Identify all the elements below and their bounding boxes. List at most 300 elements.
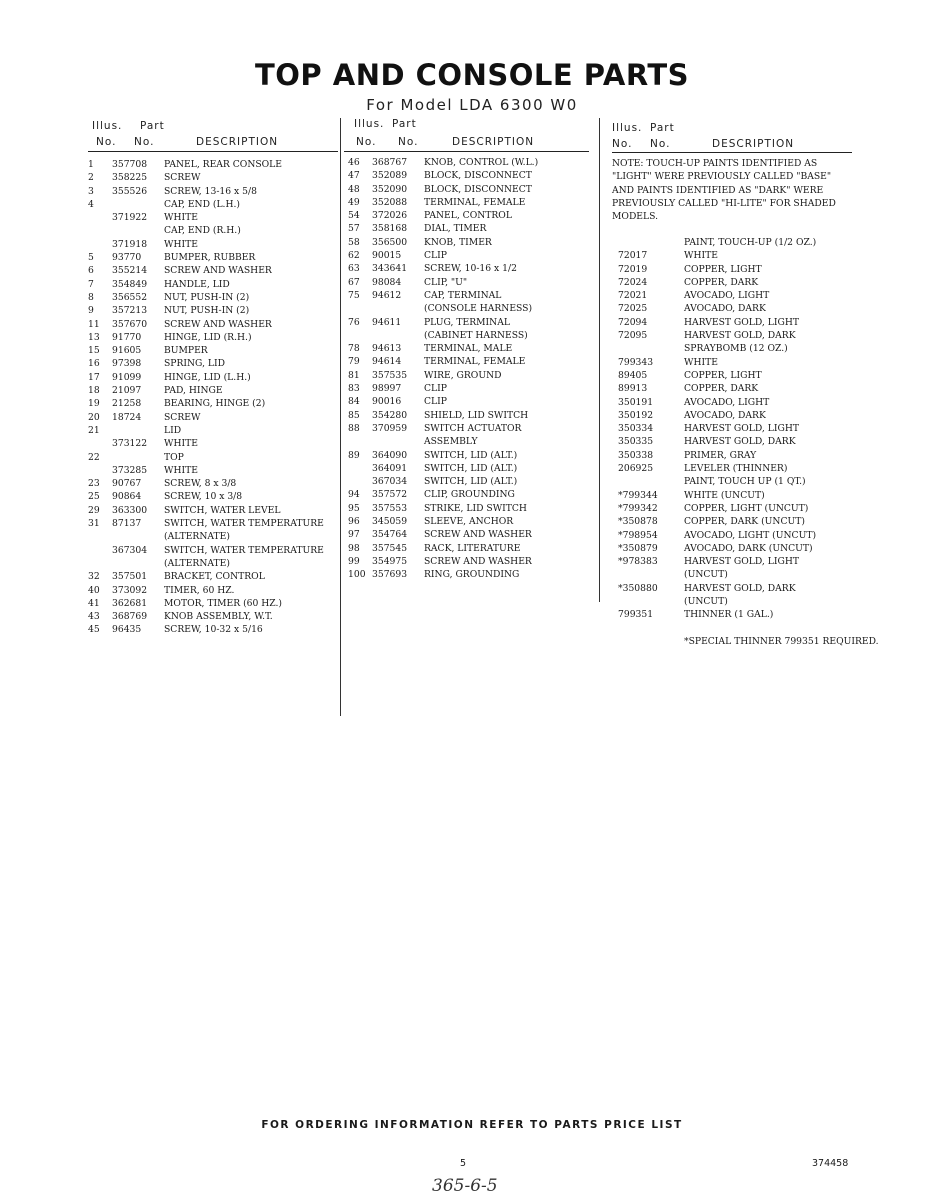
table-row (88, 477, 338, 490)
table-row (344, 475, 589, 488)
part-description: LEVELER (THINNER) (684, 463, 788, 475)
part-number: 355214 (112, 265, 148, 277)
illus-number: 23 (88, 478, 100, 490)
illus-number: 16 (88, 358, 100, 370)
table-row (612, 396, 852, 409)
part-description: SCREW (164, 172, 201, 184)
illus-number: 25 (88, 491, 100, 503)
table-row (344, 369, 589, 382)
part-number: 357670 (112, 318, 148, 330)
part-number: 358225 (112, 172, 148, 184)
column-header (344, 118, 589, 150)
part-number: 373092 (112, 584, 148, 596)
table-row (344, 156, 589, 169)
table-row (612, 369, 852, 382)
part-number: 367034 (372, 476, 408, 488)
illus-number: 95 (348, 502, 360, 514)
illus-number: 98 (348, 542, 360, 554)
table-row (612, 342, 852, 355)
part-number: 72095 (618, 330, 648, 342)
part-number: 357213 (112, 305, 148, 317)
header-description: DESCRIPTION (712, 138, 795, 150)
part-description: BEARING, HINGE (2) (164, 398, 266, 410)
part-number: 94613 (372, 343, 402, 355)
table-row (344, 222, 589, 235)
part-number: 371922 (112, 212, 148, 224)
part-description: SPRAYBOMB (12 OZ.) (684, 343, 788, 355)
part-number: 357535 (372, 369, 408, 381)
part-description: CLIP, GROUNDING (424, 489, 515, 501)
part-description: CAP, TERMINAL (424, 289, 502, 301)
part-description: HANDLE, LID (164, 278, 230, 290)
parts-list (88, 158, 338, 637)
part-number: 370959 (372, 422, 408, 434)
table-row (88, 238, 338, 251)
part-number: 87137 (112, 518, 142, 530)
part-description: SWITCH, LID (ALT.) (424, 462, 518, 474)
table-row (344, 555, 589, 568)
part-number: 72024 (618, 276, 648, 288)
illus-number: 48 (348, 183, 360, 195)
part-description: RACK, LITERATURE (424, 542, 521, 554)
part-description: COPPER, LIGHT (UNCUT) (684, 502, 809, 514)
table-row (88, 557, 338, 570)
table-row (344, 355, 589, 368)
part-description: SCREW, 10-16 x 1/2 (424, 263, 517, 275)
part-description: SCREW (164, 411, 201, 423)
table-row (612, 316, 852, 329)
part-number: 72021 (618, 290, 648, 302)
part-number: 350338 (618, 449, 654, 461)
table-row (612, 489, 852, 502)
document-number: 374458 (812, 1158, 849, 1169)
table-row (88, 597, 338, 610)
illus-number: 3 (88, 185, 94, 197)
table-row (88, 251, 338, 264)
table-row (344, 382, 589, 395)
part-number: 98084 (372, 276, 402, 288)
table-row (88, 610, 338, 623)
table-row (88, 437, 338, 450)
table-row (88, 504, 338, 517)
illus-number: 63 (348, 263, 360, 275)
illus-number: 67 (348, 276, 360, 288)
header-illus: Illus. (354, 118, 385, 130)
part-number: 357501 (112, 571, 148, 583)
table-row (344, 209, 589, 222)
header-illus-no: No. (612, 138, 633, 150)
illus-number: 97 (348, 529, 360, 541)
part-description: COPPER, LIGHT (684, 369, 762, 381)
part-description: TERMINAL, MALE (424, 343, 513, 355)
table-row (344, 169, 589, 182)
table-row (88, 318, 338, 331)
illus-number: 47 (348, 170, 360, 182)
part-description: PAINT, TOUCH-UP (1/2 OZ.) (684, 237, 817, 248)
part-number: 799343 (618, 356, 654, 368)
table-row (344, 262, 589, 275)
table-row (612, 356, 852, 369)
table-row (344, 462, 589, 475)
table-row (612, 515, 852, 528)
header-rule (88, 151, 338, 152)
table-row (88, 224, 338, 237)
illus-number: 75 (348, 289, 360, 301)
table-row (344, 488, 589, 501)
part-description: MOTOR, TIMER (60 HZ.) (164, 597, 283, 609)
part-number: 354280 (372, 409, 408, 421)
part-number: 372026 (372, 210, 408, 222)
part-number: 90016 (372, 396, 402, 408)
part-description: LID (164, 424, 182, 436)
page-title: TOP AND CONSOLE PARTS (254, 58, 690, 92)
part-description: HARVEST GOLD, DARK (684, 330, 796, 342)
table-row (612, 382, 852, 395)
part-description: PAD, HINGE (164, 385, 223, 397)
column-header (88, 120, 338, 152)
part-description: PANEL, REAR CONSOLE (164, 159, 282, 170)
part-number: 364090 (372, 449, 408, 461)
part-description: (CABINET HARNESS) (424, 329, 528, 341)
part-description: BUMPER, RUBBER (164, 252, 256, 264)
illus-number: 96 (348, 516, 360, 528)
illus-number: 88 (348, 422, 360, 434)
part-number: 368767 (372, 157, 408, 168)
part-description: TOP (164, 451, 184, 463)
table-row (88, 185, 338, 198)
illus-number: 22 (88, 451, 100, 463)
part-number: 352089 (372, 170, 408, 182)
table-row (344, 183, 589, 196)
part-number: 96435 (112, 624, 142, 636)
part-description: BRACKET, CONTROL (164, 571, 265, 583)
table-row (88, 397, 338, 410)
part-number: 368769 (112, 611, 148, 623)
part-number: 357572 (372, 489, 408, 501)
illus-number: 83 (348, 383, 360, 395)
header-part-no: No. (134, 136, 155, 148)
part-number: 362681 (112, 597, 148, 609)
table-row (88, 451, 338, 464)
parts-column-3 (612, 120, 852, 152)
part-number: 72094 (618, 316, 648, 328)
table-row (612, 635, 879, 648)
illus-number: 21 (88, 424, 100, 436)
illus-number: 17 (88, 371, 100, 383)
header-part-no: No. (398, 136, 419, 148)
part-description: STRIKE, LID SWITCH (424, 502, 527, 514)
illus-number: 57 (348, 223, 360, 235)
part-description: CAP, END (L.H.) (164, 198, 240, 210)
table-row (344, 342, 589, 355)
table-row (612, 568, 852, 581)
part-description: CAP, END (R.H.) (164, 225, 241, 237)
illus-number: 15 (88, 345, 100, 357)
part-description: CLIP (424, 383, 447, 395)
part-description: BLOCK, DISCONNECT (424, 170, 532, 182)
part-description: BUMPER (164, 345, 208, 357)
part-number: 89913 (618, 383, 648, 395)
illus-number: 89 (348, 449, 360, 461)
part-description: THINNER (1 GAL.) (684, 609, 774, 621)
table-row (88, 544, 338, 557)
illus-number: 4 (88, 198, 94, 210)
table-row (612, 249, 852, 262)
part-description: SLEEVE, ANCHOR (424, 516, 514, 528)
illus-number: 8 (88, 291, 94, 303)
table-row (344, 449, 589, 462)
illus-number: 31 (88, 518, 100, 530)
illus-number: 78 (348, 343, 360, 355)
part-description: TIMER, 60 HZ. (164, 584, 235, 596)
part-description: NUT, PUSH-IN (2) (164, 305, 250, 317)
part-description: COPPER, DARK (684, 383, 759, 395)
part-description: SWITCH, WATER TEMPERATURE (164, 544, 324, 556)
table-row (344, 422, 589, 435)
header-part: Part (140, 120, 165, 132)
part-number: *798954 (618, 529, 658, 541)
table-row (88, 158, 338, 171)
header-illus-no: No. (356, 136, 377, 148)
part-description: HARVEST GOLD, DARK (684, 436, 796, 448)
part-number: 91605 (112, 345, 142, 357)
part-description: AVOCADO, LIGHT (684, 396, 770, 408)
part-number: 367304 (112, 544, 148, 556)
table-row (88, 384, 338, 397)
illus-number: 79 (348, 356, 360, 368)
part-description: WHITE (164, 438, 198, 450)
illus-number: 85 (348, 409, 360, 421)
illus-number: 13 (88, 331, 100, 343)
part-number: *350879 (618, 542, 658, 554)
part-number: 91770 (112, 331, 142, 343)
table-row (612, 529, 852, 542)
part-description: PRIMER, GRAY (684, 449, 757, 461)
ordering-footer: FOR ORDERING INFORMATION REFER TO PARTS PRICE LIST (261, 1119, 683, 1131)
table-row (612, 276, 852, 289)
table-row (344, 409, 589, 422)
illus-number: 58 (348, 236, 360, 248)
header-rule (612, 152, 852, 153)
part-description: SWITCH, LID (ALT.) (424, 476, 518, 488)
parts-list (344, 156, 589, 582)
table-row (88, 291, 338, 304)
part-description: HARVEST GOLD, LIGHT (684, 423, 799, 435)
part-description: AVOCADO, DARK (684, 409, 766, 421)
table-row (612, 582, 852, 595)
header-illus: Illus. (612, 122, 643, 134)
illus-number: 40 (88, 584, 100, 596)
part-description: PAINT, TOUCH UP (1 QT.) (684, 476, 806, 488)
parts-column-1 (88, 120, 338, 637)
part-number: *799342 (618, 502, 658, 514)
parts-column-2 (344, 118, 589, 582)
table-row (612, 236, 852, 249)
table-row (612, 595, 852, 608)
part-number: 354849 (112, 278, 148, 290)
part-description: SCREW, 10-32 x 5/16 (164, 624, 263, 636)
illus-number: 7 (88, 278, 94, 290)
part-number: 354764 (372, 529, 408, 541)
page-subtitle: For Model LDA 6300 W0 (366, 96, 578, 114)
part-number: 94614 (372, 356, 402, 368)
part-description: (UNCUT) (684, 596, 728, 608)
part-number: 350334 (618, 423, 654, 435)
part-number: 356552 (112, 291, 148, 303)
table-row (344, 568, 589, 581)
part-number: 352088 (372, 196, 408, 208)
part-description: SCREW AND WASHER (164, 318, 272, 330)
illus-number: 18 (88, 385, 100, 397)
part-number: 357545 (372, 542, 408, 554)
part-description: SPRING, LID (164, 358, 226, 370)
part-number: 357553 (372, 502, 408, 514)
part-number: 91099 (112, 371, 142, 383)
part-description: HINGE, LID (R.H.) (164, 331, 252, 343)
illus-number: 81 (348, 369, 360, 381)
table-row (612, 422, 852, 435)
touch-up-paint-note: NOTE: TOUCH-UP PAINTS IDENTIFIED AS "LIGHT" WERE PREVIOUSLY CALLED "BASE" AND PAINTS IDENTIFIED AS "DARK" WERE PREVIOUSLY CALLED "HI-LITE" FOR SHADED MODELS. (612, 158, 836, 223)
part-description: BLOCK, DISCONNECT (424, 183, 532, 195)
table-row (612, 462, 852, 475)
table-row (88, 517, 338, 530)
part-description: SCREW, 13-16 x 5/8 (164, 185, 257, 197)
part-description: SCREW AND WASHER (164, 265, 272, 277)
table-row (344, 435, 589, 448)
part-number: 357708 (112, 159, 148, 170)
part-number: *799344 (618, 489, 658, 501)
part-description: AVOCADO, LIGHT (684, 290, 770, 302)
illus-number: 19 (88, 398, 100, 410)
table-row (344, 236, 589, 249)
part-description: WHITE (164, 464, 198, 476)
part-number: 90767 (112, 478, 142, 490)
part-description: SWITCH, WATER LEVEL (164, 504, 281, 516)
table-row (344, 502, 589, 515)
part-description: (UNCUT) (684, 569, 728, 581)
illus-number: 1 (88, 159, 94, 170)
page-number: 5 (460, 1158, 467, 1169)
column-header (612, 120, 852, 152)
table-row (344, 289, 589, 302)
part-description: WHITE (164, 212, 198, 224)
part-description: COPPER, DARK (684, 276, 759, 288)
part-number: 350191 (618, 396, 654, 408)
part-number: 97398 (112, 358, 142, 370)
header-illus-no: No. (96, 136, 117, 148)
part-description: AVOCADO, DARK (UNCUT) (684, 542, 813, 554)
illus-number: 32 (88, 571, 100, 583)
part-description: SHIELD, LID SWITCH (424, 409, 529, 421)
table-row (344, 196, 589, 209)
part-number: 357693 (372, 569, 408, 581)
illus-number: 45 (88, 624, 100, 636)
part-description: CLIP (424, 250, 447, 262)
table-row (88, 371, 338, 384)
part-number: 90864 (112, 491, 142, 503)
illus-number: 49 (348, 196, 360, 208)
part-number: 350192 (618, 409, 654, 421)
table-row (88, 331, 338, 344)
part-description: NUT, PUSH-IN (2) (164, 291, 250, 303)
table-row (612, 542, 852, 555)
table-row (344, 302, 589, 315)
part-number: 72019 (618, 263, 648, 275)
part-number: 94611 (372, 316, 402, 328)
table-row (88, 530, 338, 543)
part-number: 89405 (618, 369, 648, 381)
table-row (344, 395, 589, 408)
part-number: 350335 (618, 436, 654, 448)
part-number: 93770 (112, 252, 142, 264)
illus-number: 2 (88, 172, 94, 184)
part-description: SCREW, 8 x 3/8 (164, 478, 237, 490)
part-description: CLIP (424, 396, 447, 408)
part-number: 352090 (372, 183, 408, 195)
part-description: TERMINAL, FEMALE (424, 196, 526, 208)
table-row (344, 316, 589, 329)
illus-number: 20 (88, 411, 100, 423)
illus-number: 11 (88, 318, 100, 330)
table-row (612, 409, 852, 422)
part-number: *978383 (618, 556, 658, 568)
part-description: COPPER, DARK (UNCUT) (684, 516, 805, 528)
part-description: COPPER, LIGHT (684, 263, 762, 275)
part-description: (CONSOLE HARNESS) (424, 303, 533, 315)
part-description: WHITE (684, 356, 718, 368)
table-row (88, 344, 338, 357)
table-row (344, 528, 589, 541)
part-description: (ALTERNATE) (164, 531, 230, 543)
part-number: 799351 (618, 609, 654, 621)
part-description: CLIP, "U" (424, 276, 468, 288)
table-row (88, 490, 338, 503)
part-description: WHITE (164, 238, 198, 250)
illus-number: 76 (348, 316, 360, 328)
illus-number: 41 (88, 597, 100, 609)
table-row (344, 329, 589, 342)
part-description: (ALTERNATE) (164, 557, 230, 569)
table-row (344, 542, 589, 555)
table-row (344, 249, 589, 262)
header-part: Part (650, 122, 675, 134)
part-description: WHITE (UNCUT) (684, 489, 765, 501)
part-number: 98997 (372, 383, 402, 395)
header-part-no: No. (650, 138, 671, 150)
table-row (612, 608, 852, 621)
part-description: SCREW, 10 x 3/8 (164, 491, 243, 503)
part-number: 72017 (618, 250, 648, 262)
table-row (612, 289, 852, 302)
part-number: *350878 (618, 516, 658, 528)
part-number: 355526 (112, 185, 148, 197)
header-part: Part (392, 118, 417, 130)
part-description: HARVEST GOLD, LIGHT (684, 556, 799, 568)
table-row (344, 276, 589, 289)
part-number: 345059 (372, 516, 408, 528)
paint-list (612, 236, 879, 648)
illus-number: 46 (348, 157, 360, 168)
table-row (88, 357, 338, 370)
part-number: 358168 (372, 223, 408, 235)
part-number: 343641 (372, 263, 408, 275)
part-description: AVOCADO, DARK (684, 303, 766, 315)
handwritten-annotation: 365-6-5 (432, 1176, 498, 1196)
illus-number: 5 (88, 252, 94, 264)
table-row (88, 584, 338, 597)
part-description: RING, GROUNDING (424, 569, 520, 581)
header-description: DESCRIPTION (452, 136, 535, 148)
